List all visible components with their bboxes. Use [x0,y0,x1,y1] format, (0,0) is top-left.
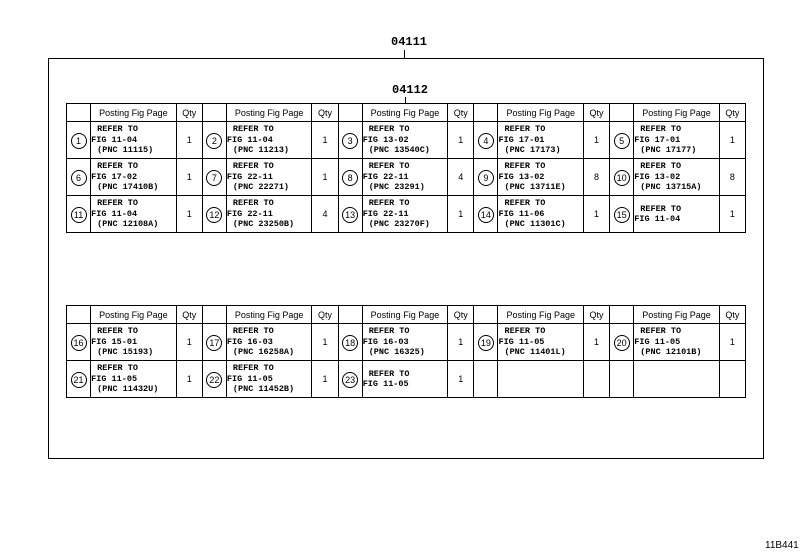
header-qty: Qty [719,306,745,324]
fig-reference: FIG 11-05 [91,373,138,384]
assembly-label-04111: 04111 [391,35,428,49]
refer-to-text: REFER TO [97,363,138,374]
header-qty: Qty [448,306,474,324]
posting-fig-page-cell [226,159,312,196]
posting-fig-page-cell [498,324,584,361]
posting-fig-page-cell [362,196,448,233]
qty-cell [583,361,609,398]
qty-cell: 1 [583,196,609,233]
header-qty: Qty [176,306,202,324]
item-number-cell [338,196,362,233]
item-number-circle: 4 [478,133,494,149]
table-row [67,196,746,233]
qty-cell: 1 [312,324,338,361]
fig-reference: FIG 11-04 [91,134,138,145]
item-number-cell [67,159,91,196]
posting-fig-page-cell [498,122,584,159]
header-posting-fig-page: Posting Fig Page [91,104,177,122]
refer-to-text: REFER TO [232,326,274,337]
posting-fig-page-cell [498,196,584,233]
pnc-reference: (PNC 11432U) [97,384,159,395]
header-blank [610,104,634,122]
item-number-cell [610,122,634,159]
item-number-cell [202,196,226,233]
fig-reference: FIG 13-02 [498,171,545,182]
refer-to-text: REFER TO [97,124,138,135]
posting-fig-page-cell [226,122,312,159]
pnc-reference: (PNC 23291) [368,182,425,193]
item-number-cell [67,122,91,159]
fig-reference: FIG 22-11 [226,171,273,182]
item-number-cell [338,324,362,361]
illustration-code: 11B441 [765,540,799,551]
fig-reference: FIG 17-02 [91,171,138,182]
fig-reference: FIG 17-01 [498,134,545,145]
item-number-cell [202,122,226,159]
item-number-circle: 23 [342,372,358,388]
item-number-cell [202,361,226,398]
fig-reference: FIG 11-05 [362,379,409,389]
item-number-circle: 16 [71,335,87,351]
refer-to-text: REFER TO [232,363,274,374]
header-posting-fig-page: Posting Fig Page [634,306,720,324]
table-row [67,122,746,159]
item-number-circle: 13 [342,207,358,223]
refer-to-text: REFER TO [368,124,410,135]
fig-reference: FIG 16-03 [226,336,273,347]
header-qty: Qty [176,104,202,122]
header-posting-fig-page: Posting Fig Page [362,306,448,324]
posting-fig-page-cell [91,324,177,361]
posting-fig-page-cell [91,361,177,398]
header-blank [610,306,634,324]
item-number-circle: 6 [71,170,87,186]
fig-reference: FIG 22-11 [362,208,409,219]
item-number-circle: 18 [342,335,358,351]
qty-cell: 1 [176,324,202,361]
table-row [67,324,746,361]
pnc-reference: (PNC 11213) [232,145,290,156]
item-number-cell [202,159,226,196]
posting-fig-page-cell [498,361,584,398]
item-number-cell [610,196,634,233]
item-number-cell [474,159,498,196]
table-row [67,361,746,398]
header-blank [202,104,226,122]
qty-cell: 1 [719,122,745,159]
refer-to-text: REFER TO [368,198,410,209]
item-number-circle: 11 [71,207,87,223]
fig-reference: FIG 11-05 [634,336,681,347]
header-qty: Qty [312,104,338,122]
header-posting-fig-page: Posting Fig Page [634,104,720,122]
refer-to-text: REFER TO [232,161,274,172]
qty-cell: 4 [312,196,338,233]
item-number-circle: 9 [478,170,494,186]
posting-fig-page-cell [634,196,720,233]
qty-cell: 8 [719,159,745,196]
fig-reference: FIG 22-11 [362,171,409,182]
header-posting-fig-page: Posting Fig Page [91,306,177,324]
refer-to-text: REFER TO [504,326,546,337]
posting-fig-page-cell [498,159,584,196]
qty-cell: 1 [448,361,474,398]
pnc-reference: (PNC 17173) [504,145,561,156]
header-blank [338,306,362,324]
header-blank [202,306,226,324]
posting-fig-page-cell [634,159,720,196]
pnc-reference: (PNC 13715A) [640,182,702,193]
qty-cell: 1 [448,196,474,233]
fig-reference: FIG 17-01 [634,134,681,145]
item-number-circle: 3 [342,133,358,149]
item-number-circle: 2 [206,133,222,149]
pnc-reference: (PNC 23250B) [232,219,295,230]
refer-to-text: REFER TO [504,161,546,172]
item-number-circle: 19 [478,335,494,351]
fig-reference: FIG 11-04 [226,134,273,145]
header-posting-fig-page: Posting Fig Page [226,306,312,324]
header-qty: Qty [583,306,609,324]
fig-reference: FIG 11-04 [634,214,681,224]
header-posting-fig-page: Posting Fig Page [362,104,448,122]
posting-fig-page-cell [91,159,177,196]
refer-to-text: REFER TO [640,124,682,135]
pnc-reference: (PNC 12108A) [97,219,159,230]
posting-fig-page-cell [362,361,448,398]
item-number-circle: 22 [206,372,222,388]
refer-to-text: REFER TO [232,198,274,209]
item-number-cell [610,324,634,361]
item-number-circle: 8 [342,170,358,186]
posting-fig-page-cell [91,196,177,233]
item-number-cell [610,361,634,398]
header-blank [474,306,498,324]
pnc-reference: (PNC 16258A) [232,347,295,358]
pnc-reference: (PNC 13540C) [368,145,430,156]
item-number-cell [474,361,498,398]
header-blank [67,306,91,324]
pnc-reference: (PNC 11401L) [504,347,566,358]
item-number-circle: 5 [614,133,630,149]
fig-reference: FIG 13-02 [362,134,409,145]
refer-to-text: REFER TO [97,198,138,209]
refer-to-text: REFER TO [232,124,274,135]
refer-to-text: REFER TO [97,326,138,337]
refer-to-text: REFER TO [368,326,410,337]
item-number-circle: 14 [478,207,494,223]
posting-fig-page-cell [634,122,720,159]
refer-to-text: REFER TO [640,161,682,172]
refer-to-text: REFER TO [368,368,410,379]
item-number-cell [610,159,634,196]
qty-cell: 1 [448,122,474,159]
item-number-circle: 7 [206,170,222,186]
item-number-circle: 10 [614,170,630,186]
header-qty: Qty [583,104,609,122]
posting-fig-page-cell [362,122,448,159]
header-qty: Qty [719,104,745,122]
header-row [67,104,746,122]
pnc-reference: (PNC 11452B) [232,384,295,395]
qty-cell [719,361,745,398]
fig-reference: FIG 15-01 [91,336,138,347]
header-posting-fig-page: Posting Fig Page [226,104,312,122]
qty-cell: 1 [583,122,609,159]
fig-reference: FIG 11-05 [226,373,273,384]
refer-to-text: REFER TO [504,124,546,135]
header-qty: Qty [312,306,338,324]
refer-to-text: REFER TO [504,198,546,209]
header-posting-fig-page: Posting Fig Page [498,104,584,122]
table-row [67,159,746,196]
qty-cell: 4 [448,159,474,196]
qty-cell: 8 [583,159,609,196]
pnc-reference: (PNC 17177) [640,145,697,156]
refer-to-text: REFER TO [640,203,682,214]
item-number-circle: 1 [71,133,87,149]
pnc-reference: (PNC 22271) [232,182,290,193]
item-number-cell [67,361,91,398]
posting-fig-page-cell [91,122,177,159]
pnc-reference: (PNC 13711E) [504,182,566,193]
posting-fig-page-cell [634,324,720,361]
pnc-reference: (PNC 11301C) [504,219,566,230]
item-number-circle: 15 [614,207,630,223]
pnc-reference: (PNC 17410B) [97,182,159,193]
refer-to-text: REFER TO [368,161,410,172]
qty-cell: 1 [312,361,338,398]
qty-cell: 1 [312,159,338,196]
pnc-reference: (PNC 15193) [97,347,154,358]
pnc-reference: (PNC 11115) [97,145,154,156]
item-number-circle: 17 [206,335,222,351]
item-number-cell [474,324,498,361]
header-posting-fig-page: Posting Fig Page [498,306,584,324]
pnc-reference: (PNC 12101B) [640,347,702,358]
refer-to-text: REFER TO [97,161,138,172]
fig-reference: FIG 11-04 [91,208,138,219]
qty-cell: 1 [583,324,609,361]
pnc-reference: (PNC 16325) [368,347,425,358]
refer-to-text: REFER TO [640,326,682,337]
header-row [67,306,746,324]
item-number-cell [67,324,91,361]
item-number-cell [67,196,91,233]
item-number-cell [338,159,362,196]
header-qty: Qty [448,104,474,122]
qty-cell: 1 [719,196,745,233]
item-number-cell [202,324,226,361]
posting-fig-page-cell [362,159,448,196]
qty-cell: 1 [176,122,202,159]
fig-reference: FIG 16-03 [362,336,409,347]
fig-reference: FIG 11-05 [498,336,545,347]
qty-cell: 1 [448,324,474,361]
header-blank [67,104,91,122]
item-number-cell [474,122,498,159]
qty-cell: 1 [312,122,338,159]
assembly-label-04112: 04112 [392,83,429,97]
item-number-circle: 12 [206,207,222,223]
qty-cell: 1 [176,196,202,233]
parts-table-upper [66,103,746,233]
pnc-reference: (PNC 23270F) [368,219,430,230]
header-blank [474,104,498,122]
qty-cell: 1 [719,324,745,361]
item-number-cell [338,122,362,159]
posting-fig-page-cell [226,324,312,361]
fig-reference: FIG 13-02 [634,171,681,182]
posting-fig-page-cell [226,361,312,398]
qty-cell: 1 [176,361,202,398]
header-blank [338,104,362,122]
posting-fig-page-cell [634,361,720,398]
posting-fig-page-cell [226,196,312,233]
item-number-cell [338,361,362,398]
posting-fig-page-cell [362,324,448,361]
item-number-circle: 20 [614,335,630,351]
item-number-circle: 21 [71,372,87,388]
parts-table-lower [66,305,746,398]
fig-reference: FIG 11-06 [498,208,545,219]
fig-reference: FIG 22-11 [226,208,273,219]
qty-cell: 1 [176,159,202,196]
item-number-cell [474,196,498,233]
